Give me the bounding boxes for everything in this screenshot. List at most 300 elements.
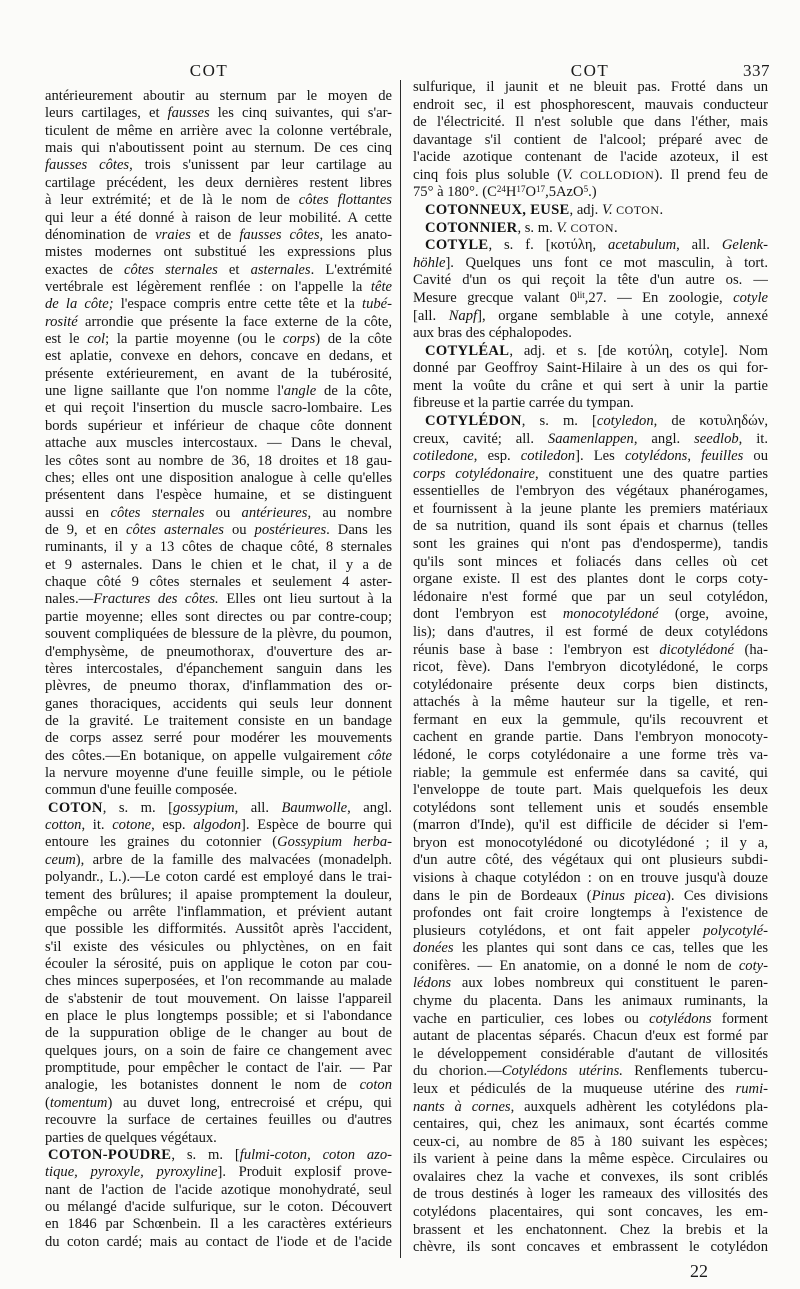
text-run: ganes thoraciques, accidents qui seuls leur donnent — [45, 695, 392, 712]
text-run: de l'électricité. Il n'est soluble que dans l'éther, mais — [413, 114, 768, 131]
italic-run: Napf — [448, 307, 478, 324]
italic-run: rosité — [45, 313, 78, 330]
text-line — [413, 132, 768, 150]
text-run: chèvre, ils sont concaves et embrassent le cotylédon — [413, 1239, 768, 1256]
text-line — [45, 505, 392, 522]
italic-run: Baumwolle — [281, 799, 348, 816]
text-run: Cavité d'un os qui reçoit la tête d'un autre os. — — [413, 272, 768, 289]
text-run: polyandr., L.).—Le coton cardé est employé dans le trai- — [45, 869, 392, 886]
text-run: riable; la gemmule est enfermée dans sa cavité, qui — [413, 764, 768, 781]
text-run: réunis base à base : l'embryon est — [413, 641, 660, 658]
italic-run: rumi- — [735, 1080, 768, 1097]
text-run: tement des brûlures; il apaise promptement la douleur, — [45, 886, 392, 903]
text-run: souvent compliquées de blessure de la plèvre, du poumon, — [45, 626, 392, 643]
text-run: s'il existe des vésicules ou phlyctènes, on en fait — [45, 938, 392, 955]
text-run: davantage s'il contient de l'alcool; préparé avec de — [413, 131, 768, 148]
text-line — [45, 331, 392, 348]
text-run: vertébrale est légèrement renflée : on l'appelle la — [45, 278, 371, 295]
italic-run: monocotylédoné — [562, 606, 659, 623]
italic-run: cotiledone — [413, 448, 474, 465]
text-run: , adj. et s. [de κοτύλη, cotyle]. Nom — [509, 342, 768, 359]
text-line — [413, 378, 768, 396]
text-line — [45, 626, 392, 643]
text-run: Elles ont lieu surtout à la — [218, 591, 392, 608]
text-run: et de — [190, 226, 240, 243]
text-line — [45, 470, 392, 487]
italic-run: cotone — [112, 817, 152, 834]
italic-run: V. — [562, 166, 573, 183]
text-run: , auxquels adhèrent les cotylédons pla- — [510, 1098, 768, 1115]
italic-run: algodon — [193, 817, 242, 834]
text-run: leurs cartilages, et — [45, 105, 168, 122]
text-line — [413, 1116, 768, 1134]
text-run: de 9, et en — [45, 521, 126, 538]
italic-run: côtes sternales — [110, 504, 205, 521]
text-run: analogie, les botanistes donnent le nom de — [45, 1077, 360, 1094]
text-line — [45, 591, 392, 608]
text-line — [45, 869, 392, 886]
text-run: , angl. — [347, 799, 392, 816]
text-line — [413, 993, 768, 1011]
italic-run: seedlob — [694, 430, 739, 447]
text-run: du coton cardé; mais au contact de l'iode et de l'acide — [45, 1233, 392, 1250]
text-line — [413, 325, 768, 343]
italic-run: corps — [282, 331, 316, 348]
text-run: promptitude, pour empêcher le contact de l'air. — Par — [45, 1060, 392, 1077]
italic-run: corps cotylédonaire — [413, 465, 536, 482]
text-line — [45, 1130, 392, 1147]
text-line — [413, 1099, 768, 1117]
text-run: ovalaires chez la vache et convexes, ils sont criblés — [413, 1168, 768, 1185]
text-line — [45, 1112, 392, 1129]
text-run: chyme du placenta. Dans les animaux ruminants, la — [413, 993, 768, 1010]
text-run: , de κοτυληδών, — [653, 412, 768, 429]
italic-run: tubé- — [362, 296, 392, 313]
small-caps-reference: COLLODION — [572, 167, 655, 182]
text-line — [413, 184, 768, 202]
text-run: ruminants, il y a 13 côtes de chaque côté, 8 sternales — [45, 539, 392, 556]
headword: COTONNEUX, EUSE — [425, 202, 570, 219]
text-run: entoure les graines du cotonnier ( — [45, 834, 278, 851]
text-run: fermant en eux la gemmule, qu'ils recouvrent et — [413, 711, 768, 728]
text-line — [413, 149, 768, 167]
italic-run: postérieures — [254, 521, 327, 538]
text-line — [45, 262, 392, 279]
italic-run: vraies — [155, 226, 191, 243]
text-run: partie moyenne; elles sont directes ou par contre-coup; — [45, 608, 392, 625]
text-line — [45, 1008, 392, 1025]
text-run: ceux-ci, au nombre de 85 à 180 suivant les espèces; — [413, 1133, 768, 1150]
headword: COTYLE — [425, 237, 489, 254]
italic-run: ceum — [45, 851, 76, 868]
text-run: cartilage précédent, les deux dernières restent libres — [45, 174, 392, 191]
superscript: 17 — [516, 184, 526, 195]
text-run: , trois s'unissent par leur cartilage au — [129, 157, 392, 174]
text-line — [45, 661, 392, 678]
entry-first-line — [413, 343, 768, 361]
text-line — [413, 448, 768, 466]
text-run: ou — [204, 504, 242, 521]
text-run: , s. m. [ — [171, 1146, 240, 1163]
text-line — [45, 1077, 392, 1094]
text-run: ). Ces divisions — [665, 887, 768, 904]
text-run: , esp. — [473, 448, 521, 465]
text-run: empêche ou arrête l'inflammation, et prévient autant — [45, 903, 392, 920]
italic-run: asternales — [250, 261, 311, 278]
entry-first-line — [413, 237, 768, 255]
text-run: ticulent de même en arrière avec la colonne vertébrale, — [45, 122, 392, 139]
text-run: les côtes sont au nombre de 36, 18 droites et 18 gau- — [45, 452, 392, 469]
text-run: attachés à la même hauteur sur la tigelle, et ren- — [413, 694, 768, 711]
text-run: quelques jours, on a soin de faire ce changement avec — [45, 1042, 392, 1059]
italic-run: lédons — [413, 975, 452, 992]
text-line — [413, 1204, 768, 1222]
text-line — [45, 487, 392, 504]
text-line — [45, 296, 392, 313]
italic-run: Gelenk- — [721, 237, 768, 254]
italic-run: cotyle — [733, 289, 768, 306]
text-run: bords supérieur et inférieur de chaque côte donnent — [45, 417, 392, 434]
text-run: aussi en — [45, 504, 111, 521]
text-run: ricot, fève). Dans l'embryon dicotylédoné, le corps — [413, 659, 768, 676]
text-line — [45, 921, 392, 938]
text-run: lédoné, le corps cotylédonaire a une forme très va- — [413, 746, 768, 763]
text-run: présentent dans l'espèce humaine, et se distinguent — [45, 487, 392, 504]
text-run: aux lobes nombreux qui constituent le paren- — [451, 975, 768, 992]
text-line — [413, 1169, 768, 1187]
text-line — [413, 817, 768, 835]
italic-run: cotylédons — [649, 1010, 712, 1027]
text-line — [413, 589, 768, 607]
text-run: de trous destinés à loger les rameaux des villosités des — [413, 1186, 768, 1203]
text-run: de sa nutrition, quand ils sont épais et charnus (telles — [413, 518, 768, 535]
italic-run: tomentum — [49, 1094, 108, 1111]
text-run: le développement considérable d'autant de villosités — [413, 1045, 768, 1062]
text-line — [413, 642, 768, 660]
text-run: tères intercostales, d'épanchement sanguin dans les — [45, 660, 392, 677]
text-line — [45, 887, 392, 904]
text-run: . — [613, 219, 618, 236]
text-run: et fournissent à la jeune plante les premiers matériaux — [413, 500, 768, 517]
text-line — [45, 834, 392, 851]
text-line — [45, 192, 392, 209]
text-run: une ligne saillante que l'on nomme l' — [45, 383, 284, 400]
text-run: Renflements tubercu- — [622, 1063, 768, 1080]
text-run: , constituent une des quatre parties — [535, 465, 768, 482]
text-line — [45, 696, 392, 713]
text-line — [45, 453, 392, 470]
text-run: dans le pin de Bordeaux ( — [413, 887, 592, 904]
text-line — [413, 290, 768, 308]
text-line — [45, 852, 392, 869]
text-run: , it. — [81, 817, 113, 834]
text-line — [45, 1043, 392, 1060]
small-caps-reference: COTON — [567, 220, 614, 235]
text-run: de s'abstenir de tout mouvement. On laisse l'appareil — [45, 990, 392, 1007]
text-line — [413, 659, 768, 677]
text-line — [45, 678, 392, 695]
text-line — [413, 1011, 768, 1029]
text-run: ,5AzO — [545, 184, 584, 201]
text-run: , s. m. [ — [521, 412, 597, 429]
text-line — [413, 1222, 768, 1240]
text-line — [413, 79, 768, 97]
text-line — [45, 539, 392, 556]
text-run: lis); dans d'autres, il est formé de deux cotylédons — [413, 623, 768, 640]
text-run: creux, cavité; all. — [413, 430, 548, 447]
text-run: ( — [45, 1094, 50, 1111]
italic-run: coton — [359, 1077, 392, 1094]
italic-run: cotyledon — [596, 412, 654, 429]
text-line — [413, 1063, 768, 1081]
text-line — [45, 175, 392, 192]
text-run: . Dans les — [326, 521, 392, 538]
text-run: essentielles de l'embryon des végétaux phanérogames, — [413, 483, 768, 500]
italic-run: polycotylé- — [703, 922, 768, 939]
text-line — [413, 852, 768, 870]
text-run: nant de l'action de l'acide azotique monohydraté, seul — [45, 1181, 392, 1198]
text-line — [413, 958, 768, 976]
text-run: ou — [223, 521, 255, 538]
italic-run: fausses côtes — [239, 226, 320, 243]
italic-run: V. — [556, 219, 568, 236]
text-run: écouler la sérosité, puis on applique le coton par cou- — [45, 955, 392, 972]
text-line — [45, 157, 392, 174]
text-run: ches; elles ont une disposition analogue à celle qu'elles — [45, 469, 392, 486]
text-line — [413, 483, 768, 501]
right-column — [413, 79, 768, 1261]
text-line — [45, 88, 392, 105]
text-run: (marron d'Inde), qu'il est difficile de décider si l'em- — [413, 817, 768, 834]
text-line — [45, 609, 392, 626]
text-run: d'un autre côté, des végétaux qui ont plusieurs subdi- — [413, 852, 768, 869]
text-run: cotylédonaire présente deux corps bien distincts, — [413, 676, 768, 693]
text-line — [413, 431, 768, 449]
text-line — [45, 574, 392, 591]
headword: COTON-POUDRE — [48, 1146, 172, 1163]
text-line — [45, 418, 392, 435]
text-run: qu'ils sont minces et foliacés dans celles où cet — [413, 553, 768, 570]
headword: COTON — [48, 799, 103, 816]
text-line — [45, 748, 392, 765]
text-run: (orge, avoine, — [658, 606, 768, 623]
text-run: ), arbre de la famille des malvacées (monadelph. — [75, 851, 392, 868]
text-line — [45, 1182, 392, 1199]
italic-run: feuilles — [701, 448, 744, 465]
text-run: ou — [743, 448, 768, 465]
italic-run: nants à cornes — [413, 1098, 511, 1115]
text-run: cachent en grande partie. Dans l'embryon monocoty- — [413, 729, 768, 746]
headword: COTONNIER — [425, 219, 518, 236]
text-run: la nervure moyenne d'une feuille simple, ou le pétiole — [45, 765, 392, 782]
italic-run: fulmi-coton, coton azo- — [239, 1146, 392, 1163]
text-run: de la gravité. Le traitement consiste en un bandage — [45, 712, 392, 729]
column-divider — [400, 80, 401, 1258]
text-line — [45, 1199, 392, 1216]
guide-word-left: COT — [189, 61, 229, 80]
text-line — [413, 870, 768, 888]
text-line — [413, 1186, 768, 1204]
italic-run: gossypium — [173, 799, 235, 816]
text-run: antérieurement aboutir au sternum par le moyen de — [45, 88, 392, 104]
text-line — [413, 1028, 768, 1046]
italic-run: côtes flottantes — [298, 192, 392, 209]
text-run: et 9 asternales. Dans le chien et le chat, il y a de — [45, 556, 392, 573]
text-run: ils varient à peine dans la même espèce. Circulaires ou — [413, 1151, 768, 1168]
text-line — [413, 624, 768, 642]
text-run: H — [505, 184, 517, 201]
entry-first-line — [413, 202, 768, 220]
italic-run: dicotylédoné — [659, 641, 734, 658]
text-run: est le — [45, 331, 88, 348]
text-run: autant de placentas séparés. Chacun d'eux est formé par — [413, 1028, 768, 1045]
entry-first-line — [45, 1147, 392, 1164]
text-line — [413, 1046, 768, 1064]
text-run: cinq fois plus soluble ( — [413, 166, 562, 183]
superscript: 24 — [496, 184, 506, 195]
text-line — [45, 210, 392, 227]
text-line — [413, 97, 768, 115]
text-run: présente extérieurement, en avant de la tubérosité, — [45, 365, 392, 382]
text-run: brassent et les enchatonnent. Chez la brebis et la — [413, 1221, 768, 1238]
italic-run: fausses — [167, 105, 210, 122]
entry-first-line — [413, 413, 768, 431]
text-run: .) — [588, 184, 597, 201]
italic-run: Gossypium herba- — [277, 834, 392, 851]
italic-run: Fractures des côtes. — [93, 591, 219, 608]
italic-run: Cotylédons utérins. — [501, 1063, 623, 1080]
text-run: , esp. — [151, 817, 194, 834]
text-line — [413, 800, 768, 818]
text-line — [45, 713, 392, 730]
text-run: parties de quelques végétaux. — [45, 1129, 217, 1146]
italic-run: V. — [601, 202, 613, 219]
superscript: 17 — [536, 184, 546, 195]
text-run: d'emphysème, de pneumothorax, d'ouverture des ar- — [45, 643, 392, 660]
text-run: , adj. — [569, 202, 602, 219]
text-run: dont l'embryon est — [413, 606, 563, 623]
text-run: (ha- — [733, 641, 768, 658]
text-line — [45, 956, 392, 973]
text-line — [45, 817, 392, 834]
text-line — [413, 114, 768, 132]
text-run: ], organe semblable à une cotyle, annexé — [477, 307, 768, 324]
text-line — [413, 360, 768, 378]
italic-run: côtes sternales — [123, 261, 218, 278]
text-line — [413, 835, 768, 853]
text-run: O — [525, 184, 537, 201]
text-run: ]. Produit explosif prove- — [217, 1164, 392, 1181]
text-line — [413, 272, 768, 290]
headword: COTYLÉAL — [425, 342, 510, 359]
italic-run: donées — [413, 940, 454, 957]
italic-run: col — [87, 331, 106, 348]
text-line — [45, 400, 392, 417]
text-run: l'enveloppe de toute part. Mais quelquefois les deux — [413, 782, 768, 799]
text-run: exactes de — [45, 261, 124, 278]
text-run: recouvre la surface de certaines feuilles ou d'autres — [45, 1112, 392, 1129]
text-line — [45, 644, 392, 661]
text-run: , it. — [738, 430, 768, 447]
italic-run: tique, pyroxyle, pyroxyline — [45, 1164, 218, 1181]
text-run: attache aux muscles intercostaux. — Dans le cheval, — [45, 435, 392, 452]
text-line — [45, 904, 392, 921]
text-run: , all. — [676, 237, 722, 254]
text-line — [45, 140, 392, 157]
text-run: de corps assez serré pour modérer les mouvements — [45, 730, 392, 747]
text-line — [413, 747, 768, 765]
text-line — [45, 1095, 392, 1112]
text-line — [413, 923, 768, 941]
text-run: que possible les difformités. Aussitôt après l'accident, — [45, 921, 392, 938]
text-run: dénomination de — [45, 226, 156, 243]
italic-run: côtes asternales — [126, 521, 224, 538]
italic-run: de la côte; — [45, 296, 114, 313]
signature-mark: 22 — [690, 1261, 708, 1281]
text-line — [413, 782, 768, 800]
text-run: vache en particulier, ces lobes ou — [413, 1010, 650, 1027]
text-run: arrondie que présente la face externe de la côte, — [77, 313, 392, 330]
superscript: 5 — [583, 184, 589, 195]
text-line — [45, 227, 392, 244]
text-line — [413, 518, 768, 536]
text-line — [45, 105, 392, 122]
italic-run: höhle — [413, 254, 446, 271]
text-line — [413, 1239, 768, 1257]
text-run: ,27. — En zoologie, — [584, 289, 734, 306]
text-run: sulfurique, il jaunit et ne bleuit pas. Frotté dans un — [413, 79, 768, 95]
text-line — [413, 1081, 768, 1099]
text-run: endroit sec, il est phosphorescent, mauvais conducteur — [413, 96, 768, 113]
text-run: , angl. — [633, 430, 695, 447]
text-run: commun d'une feuille composée. — [45, 782, 238, 799]
italic-run: Saamenlappen — [547, 430, 634, 447]
text-run: ). Il prend feu de — [654, 166, 768, 183]
text-run: de la côte, — [316, 383, 392, 400]
text-run: forment — [711, 1010, 768, 1027]
text-run: ]. Les — [575, 448, 625, 465]
text-line — [413, 1151, 768, 1169]
text-run: fibreuse et la partie carrée du tympan. — [413, 395, 634, 412]
text-run: . — [659, 202, 664, 219]
italic-run: cotton — [45, 817, 82, 834]
text-run: à leur extrémité; et de là le nom de — [45, 192, 299, 209]
text-run: , s. f. [κοτύλη, — [488, 237, 609, 254]
text-run: ) de la côte — [315, 331, 392, 348]
text-run: organe existe. Il est des plantes dont le corps coty- — [413, 571, 768, 588]
text-run: , les anato- — [319, 226, 392, 243]
entry-first-line — [413, 220, 768, 238]
text-run: leux et pédiculés de la muqueuse utérine des — [413, 1080, 736, 1097]
text-run: qui leur a été donné à raison de leur mobilité. A cette — [45, 209, 392, 226]
italic-run: antérieures — [241, 504, 308, 521]
text-line — [413, 536, 768, 554]
text-line — [413, 1134, 768, 1152]
text-run: ) au duvet long, entrecroisé et crépu, qui — [107, 1094, 392, 1111]
text-run: les cinq suivantes, qui s'ar- — [209, 105, 392, 122]
text-line — [45, 765, 392, 782]
text-run: de la suppuration oblige de le changer au bout de — [45, 1025, 392, 1042]
text-line — [45, 782, 392, 799]
text-run: et qui reçoit l'insertion du muscle sacro-lombaire. Les — [45, 400, 392, 417]
text-line — [413, 571, 768, 589]
text-run: ment la voûte du crâne et qui sert à unir la partie — [413, 377, 768, 394]
text-run: cotylédons placentaires, qui sont concaves, les em- — [413, 1204, 768, 1220]
italic-run: cotiledon — [520, 448, 576, 465]
text-run: l'acide azotique contenant de l'acide azoteux, il est — [413, 149, 768, 166]
text-run: mistes modernes ont substitué les expressions plus — [45, 244, 392, 261]
text-run: chaque côté 9 côtes sternales et seulement 4 aster- — [45, 574, 392, 591]
